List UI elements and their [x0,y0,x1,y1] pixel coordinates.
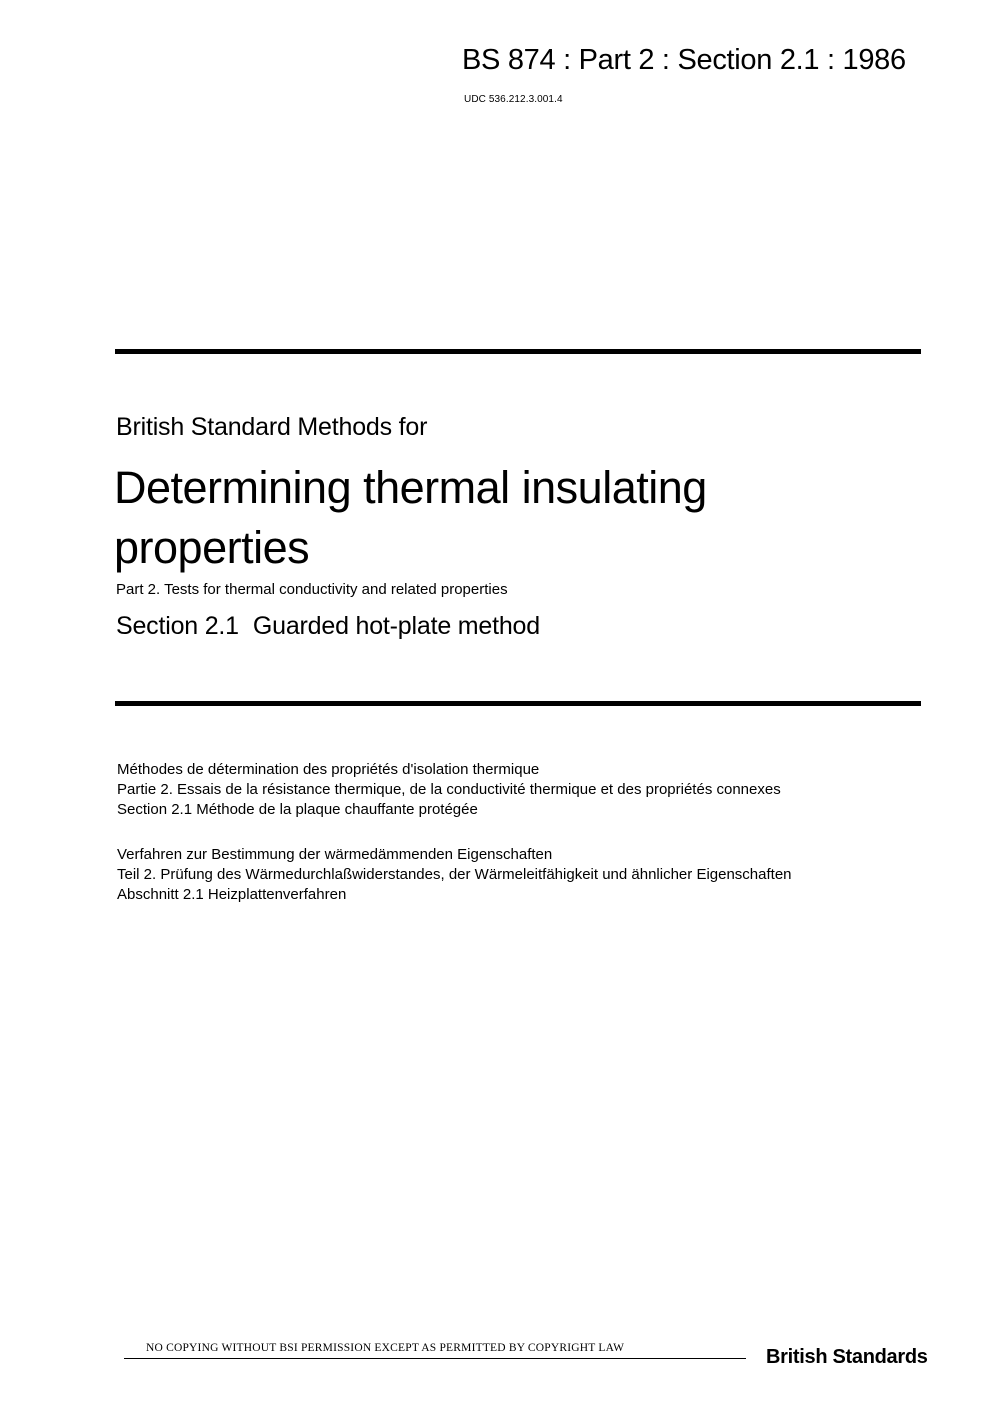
french-part: Partie 2. Essais de la résistance thermique, de la conductivité thermique et des propriétés connexes [117,781,781,798]
section-title [116,612,540,641]
brand-name: British Standards [766,1346,928,1368]
main-title-line-1: Determining thermal insulating [114,462,707,513]
bottom-divider [115,701,921,706]
main-title-line-2: properties [114,522,310,573]
series-title: British Standard Methods for [116,413,428,441]
french-title-block [117,760,781,820]
german-title: Verfahren zur Bestimmung der wärmedämmenden Eigenschaften [117,846,553,863]
top-divider [115,349,921,354]
french-section: Section 2.1 Méthode de la plaque chauffante protégée [117,801,478,818]
copyright-underline [124,1358,746,1359]
udc-code: UDC 536.212.3.001.4 [464,94,563,105]
french-title: Méthodes de détermination des propriétés d'isolation thermique [117,761,540,778]
german-part: Teil 2. Prüfung des Wärmedurchlaßwiderstandes, der Wärmeleitfähigkeit und ähnlicher Eigenschaften [117,866,792,883]
copyright-notice: NO COPYING WITHOUT BSI PERMISSION EXCEPT AS PERMITTED BY COPYRIGHT LAW [146,1342,625,1354]
section-number: Section 2.1 [116,612,239,640]
bsi-logo-icon [764,1262,944,1346]
section-name: Guarded hot-plate method [252,612,540,640]
main-title [114,458,874,578]
part-title: Part 2. Tests for thermal conductivity and related properties [116,581,508,598]
standard-number: BS 874 : Part 2 : Section 2.1 : 1986 [462,44,906,76]
german-section: Abschnitt 2.1 Heizplattenverfahren [117,886,347,903]
german-title-block [117,845,792,905]
